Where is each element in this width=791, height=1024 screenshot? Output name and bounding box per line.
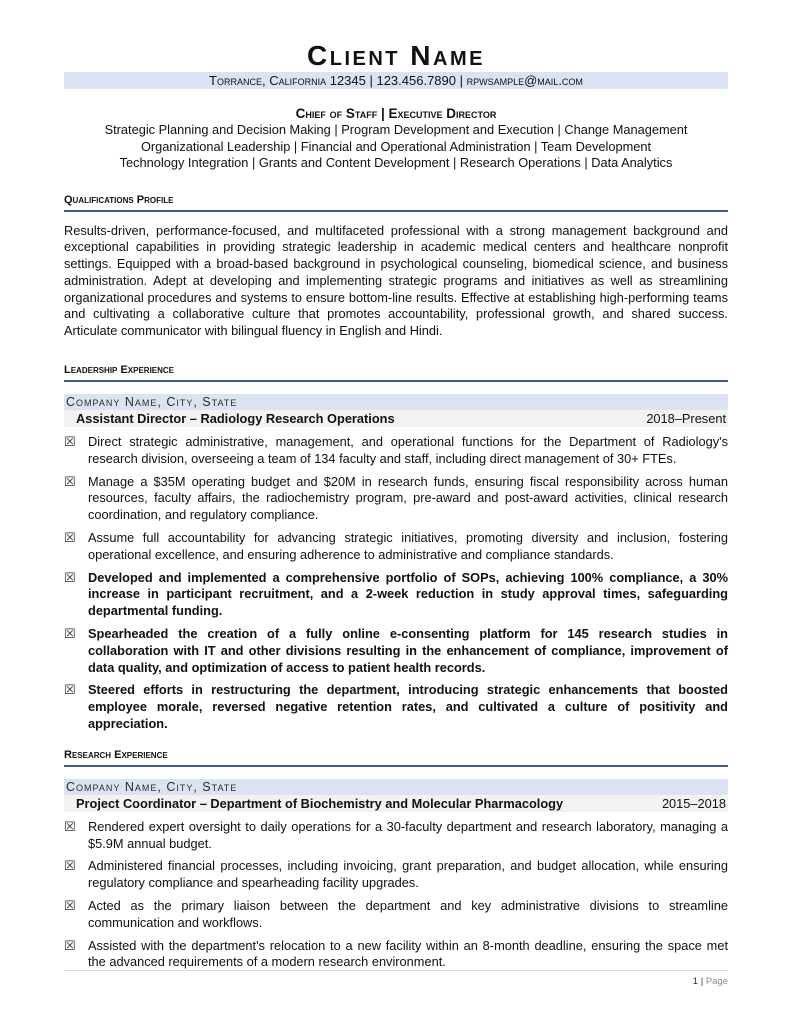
contact-line: Torrance, California 12345 | 123.456.7890 | rpwsample@mail.com (64, 72, 728, 89)
job-title-row (64, 410, 728, 427)
checkbox-crossed-icon: ☒ (64, 937, 76, 953)
list-item: ☒ Assume full accountability for advancing strategic initiatives, promoting diversity and inclusion, fostering operational excellence, and ensuring adherence to administrative and compliance standards. (64, 530, 728, 562)
keyword-line: Technology Integration | Grants and Content Development | Research Operations | Data Analytics (119, 155, 673, 170)
keyword-line: Organizational Leadership | Financial and Operational Administration | Team Development (140, 138, 652, 154)
list-item: ☒ Direct strategic administrative, management, and operational functions for the Department of Radiology's research division, overseeing a team of 134 faculty and staff, including direct management of 30+ FTEs. (64, 434, 728, 466)
resume-page (64, 0, 728, 1024)
keyword-block (64, 122, 728, 172)
list-item: ☒ Administered financial processes, including invoicing, grant preparation, and budget allocation, while ensuring regulatory compliance and spearheading facility upgrades. (64, 858, 728, 891)
list-item: ☒ Spearheaded the creation of a fully online e-consenting platform for 145 research studies in collaboration with IT and other divisions resulting in the enhancement of compliance, improvement of data quality, and optimization of access to patient health records. (64, 626, 728, 675)
company-name: Company Name, City, State (64, 779, 728, 795)
job-dates: 2015–2018 (661, 795, 726, 811)
job-dates: 2018–Present (646, 411, 726, 427)
company-name: Company Name, City, State (64, 394, 728, 410)
keyword-line: Strategic Planning and Decision Making | Program Development and Execution | Change Management (104, 122, 688, 137)
checkbox-crossed-icon: ☒ (64, 530, 76, 546)
checkbox-crossed-icon: ☒ (64, 898, 76, 914)
job-title: Project Coordinator – Department of Biochemistry and Molecular Pharmacology (76, 795, 564, 811)
checkbox-crossed-icon: ☒ (64, 473, 76, 489)
footer-separator: | (700, 976, 704, 987)
list-item: ☒ Acted as the primary liaison between the department and key administrative divisions to streamline communication and workflows. (64, 898, 728, 930)
checkbox-crossed-icon: ☒ (64, 682, 76, 698)
target-title: Chief of Staff | Executive Director (295, 106, 497, 121)
list-item: ☒ Assisted with the department's relocation to a new facility within an 8-month deadline, ensuring the space met the advanced requirements of a modern research environment. (64, 937, 728, 970)
research-bullets (64, 819, 728, 971)
client-name: Client Name (307, 40, 485, 71)
qualifications-summary: Results-driven, performance-focused, and multifaceted professional with a strong management background and exceptional capabilities in providing strategic leadership in academic medical centers and healthcare nonprofit settings. Equipped with a broad-based background in psychological counseling, biomedical science, and business administration. Adept at developing and implementing strategic programs and initiatives as well as streamlining organizational procedures and systems to ensure bottom-line results. Effective at establishing high-performing teams and cultivating a collaborative culture that promotes accountability, professional growth, and shared success. Articulate communicator with bilingual fluency in English and Hindi. (64, 222, 728, 339)
checkbox-crossed-icon: ☒ (64, 818, 76, 834)
job-title: Assistant Director – Radiology Research Operations (76, 411, 395, 427)
page-number: 1 (692, 976, 699, 987)
leadership-bullets (64, 434, 728, 733)
page-label: Page (705, 976, 728, 987)
qualifications-heading: Qualifications Profile (64, 194, 728, 212)
list-item: ☒ Steered efforts in restructuring the department, introducing strategic enhancements that boosted employee morale, reversed negative retention rates, and cultivated a culture of positivity and appreciation. (64, 682, 728, 732)
checkbox-crossed-icon: ☒ (64, 626, 76, 642)
list-item: ☒ Developed and implemented a comprehensive portfolio of SOPs, achieving 100% compliance, a 30% increase in participant recruitment, and a 2-week reduction in study approval times, safeguarding departmental funding. (64, 569, 728, 619)
list-item: ☒ Manage a $35M operating budget and $20M in research funds, ensuring fiscal responsibility across human resources, faculty affairs, the radiochemistry program, pre-award and post-award activities, clinical research coordination, and regulatory compliance. (64, 473, 728, 523)
checkbox-crossed-icon: ☒ (64, 434, 76, 450)
checkbox-crossed-icon: ☒ (64, 569, 76, 585)
list-item: ☒ Rendered expert oversight to daily operations for a 30-faculty department and research laboratory, managing a $5.9M annual budget. (64, 818, 728, 851)
checkbox-crossed-icon: ☒ (64, 858, 76, 874)
leadership-heading: Leadership Experience (64, 364, 728, 382)
page-footer (64, 970, 728, 987)
job-title-row (64, 795, 728, 812)
research-heading: Research Experience (64, 749, 728, 767)
